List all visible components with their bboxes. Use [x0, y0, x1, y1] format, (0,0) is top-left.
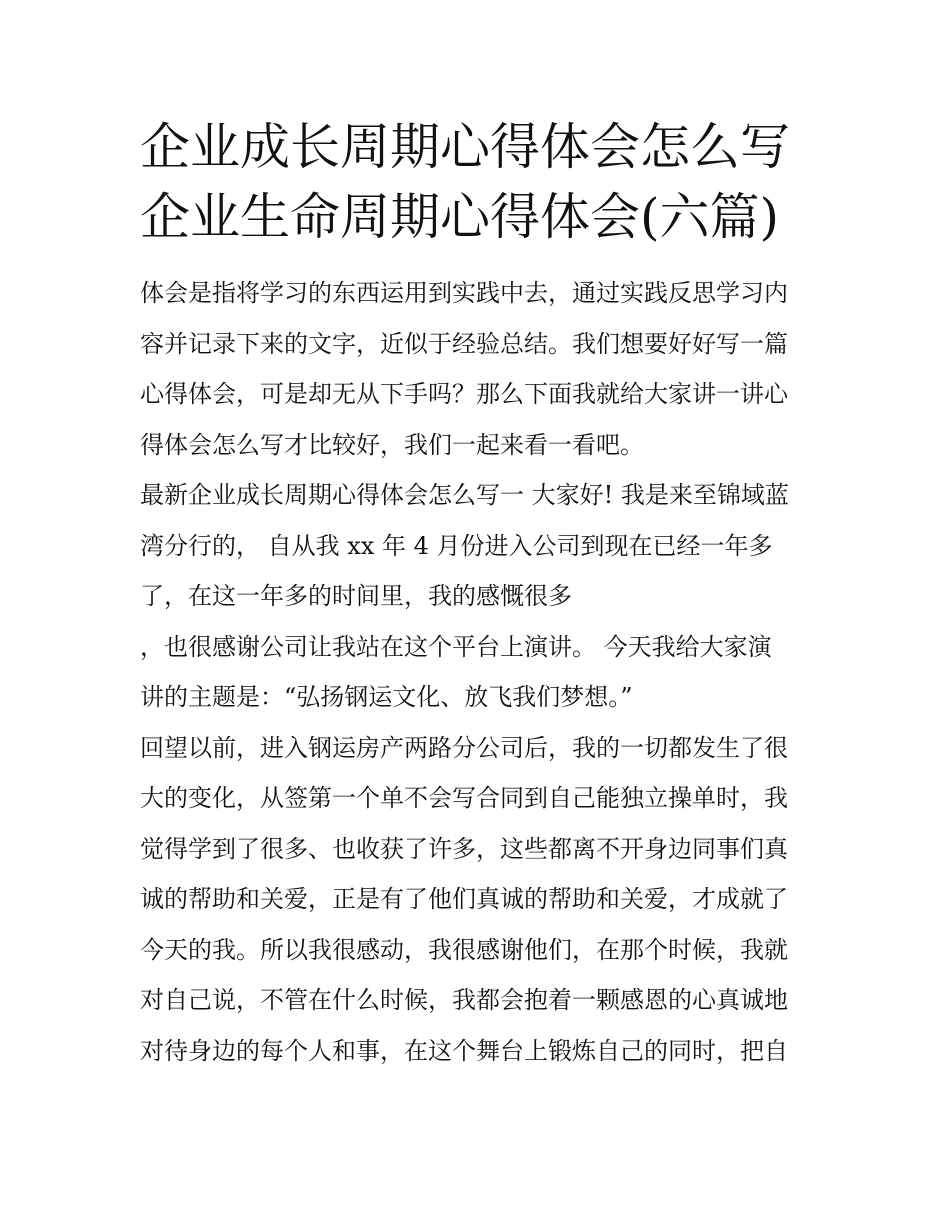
title-line: 企业生命周期心得体会(六篇)	[140, 188, 780, 246]
body-line: 得体会怎么写才比较好，我们一起来看一看吧。	[140, 430, 644, 459]
body-line: 讲的主题是：“弘扬钢运文化、放飞我们梦想。”	[140, 683, 633, 711]
document-title	[140, 112, 830, 252]
document-body	[140, 268, 830, 1076]
body-line: 大的变化，从签第一个单不会写合同到自己能独立操单时，我	[140, 784, 788, 812]
body-line: 对待身边的每个人和事，在这个舞台上锻炼自己的同时，把自	[140, 1036, 788, 1065]
body-line: 诚的帮助和关爱，正是有了他们真诚的帮助和关爱，才成就了	[140, 885, 788, 913]
body-line: 体会是指将学习的东西运用到实践中去，通过实践反思学习内	[140, 279, 788, 307]
body-line: 对自己说，不管在什么时候，我都会抱着一颗感恩的心真诚地	[140, 986, 788, 1014]
document-page	[140, 112, 830, 1076]
body-line: 觉得学到了很多、也收获了许多，这些都离不开身边同事们真	[140, 834, 788, 863]
body-line: 心得体会，可是却无从下手吗？那么下面我就给大家讲一讲心	[140, 380, 788, 408]
body-line: ，也很感谢公司让我站在这个平台上演讲。 今天我给大家演	[140, 632, 772, 661]
title-line: 企业成长周期心得体会怎么写	[140, 118, 790, 176]
body-line: 回望以前，进入钢运房产两路分公司后，我的一切都发生了很	[140, 733, 788, 762]
body-line: 今天的我。所以我很感动，我很感谢他们，在那个时候，我就	[140, 935, 788, 964]
body-line: 最新企业成长周期心得体会怎么写一 大家好! 我是来至锦域蓝	[140, 481, 789, 509]
body-line: 湾分行的， 自从我 xx 年 4 月份进入公司到现在已经一年多	[140, 531, 773, 560]
body-line: 了，在这一年多的时间里，我的感慨很多	[140, 582, 572, 610]
body-line: 容并记录下来的文字，近似于经验总结。我们想要好好写一篇	[140, 329, 788, 358]
